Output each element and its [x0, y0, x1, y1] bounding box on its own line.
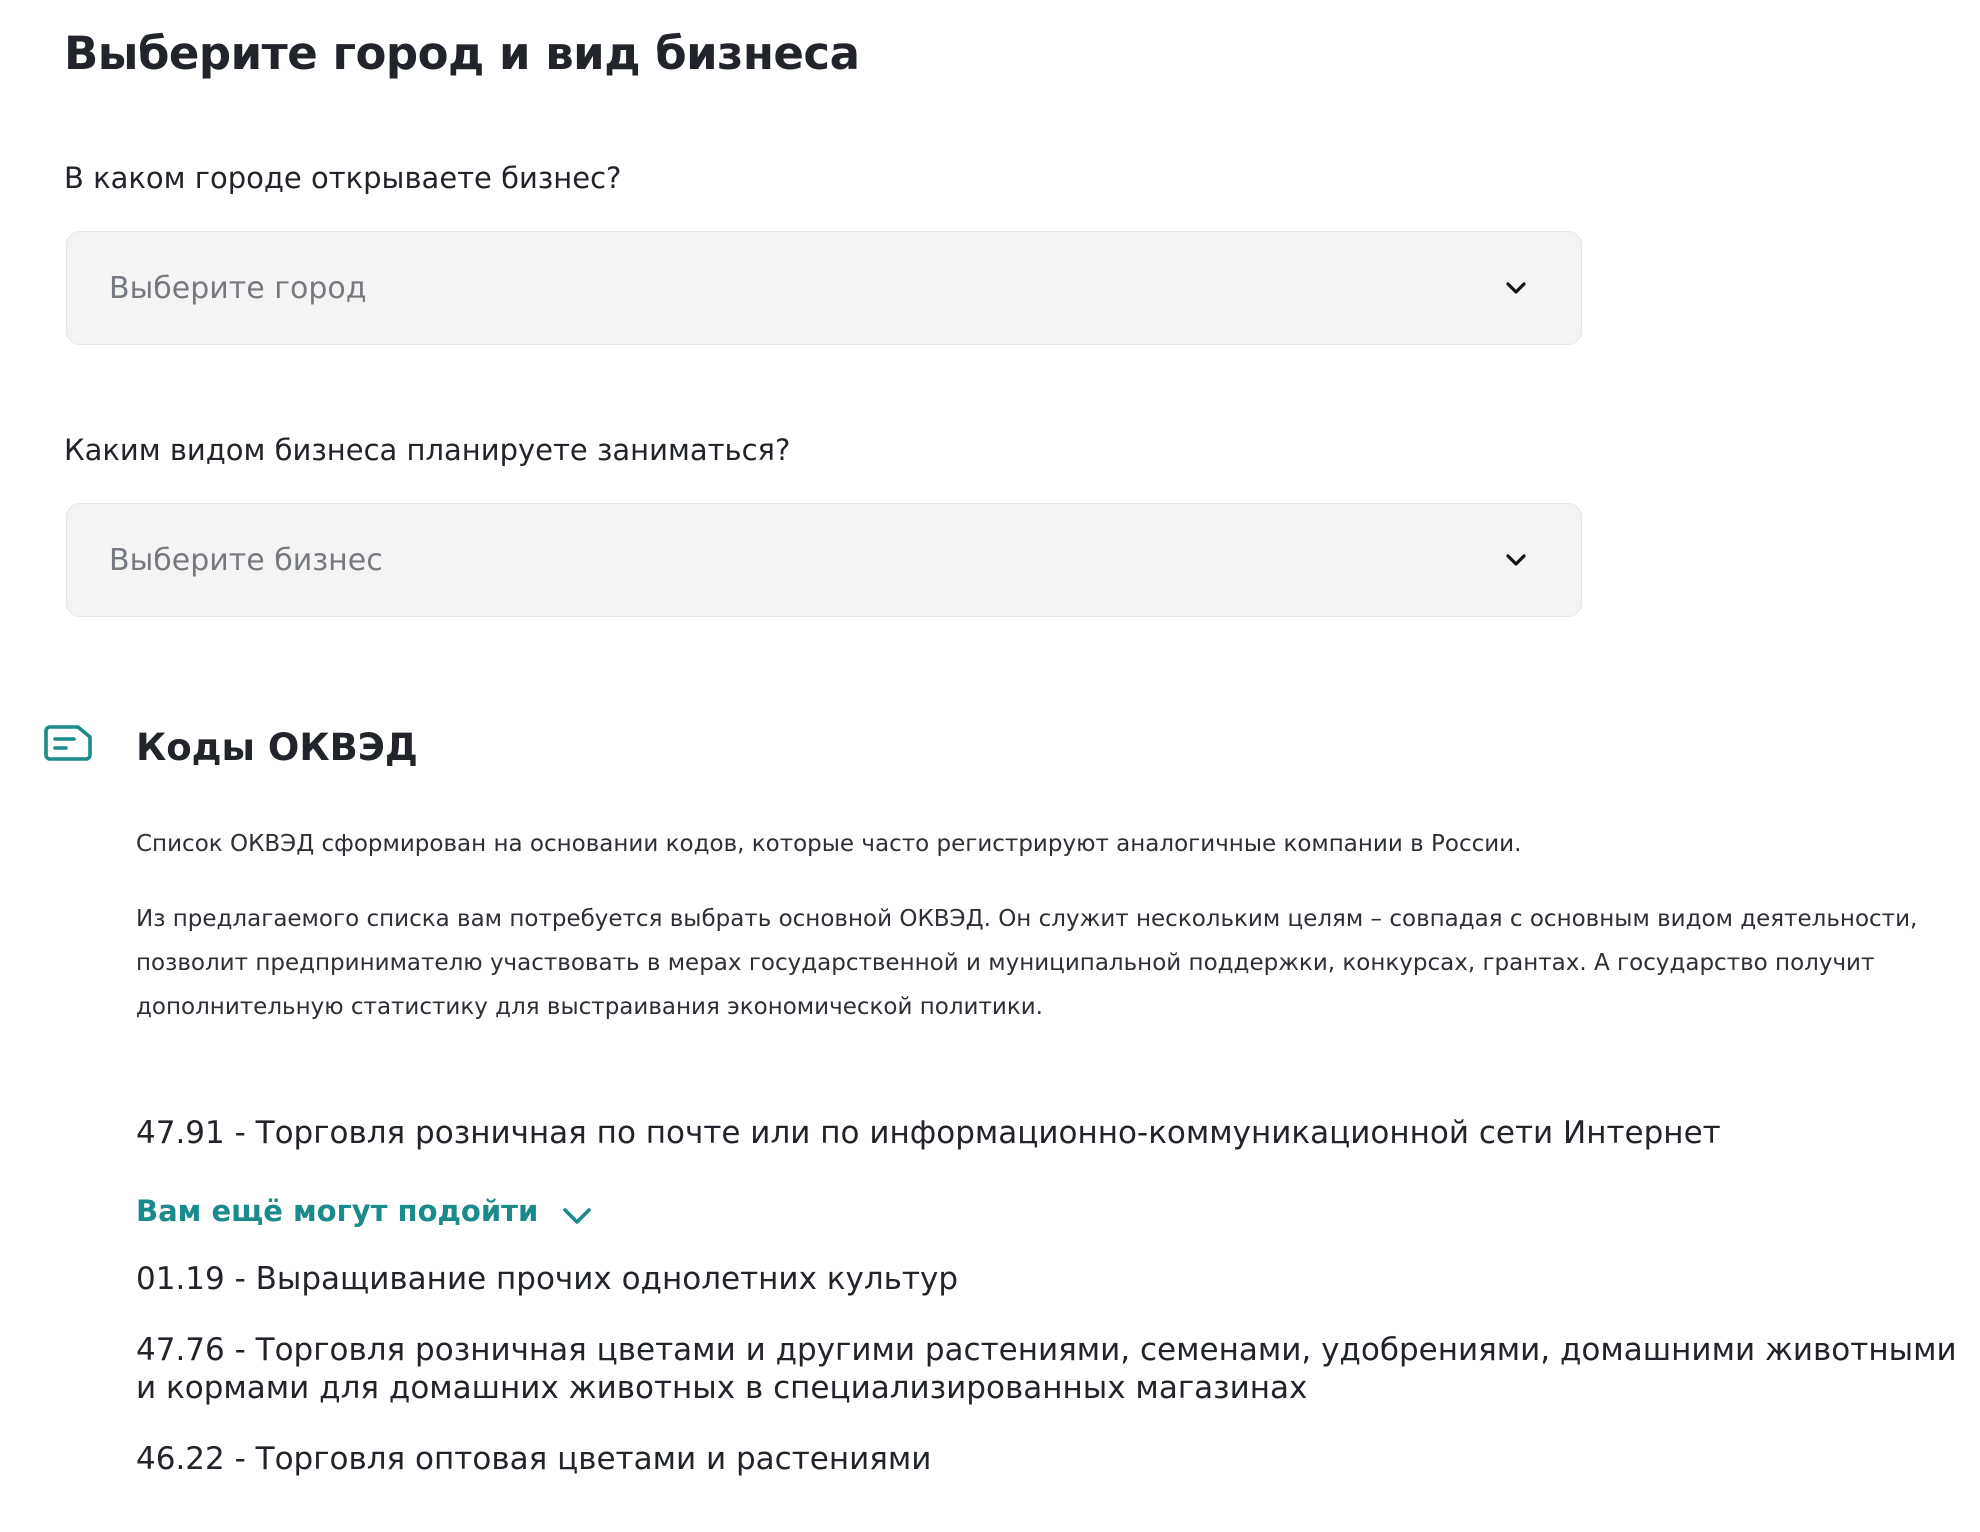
okved-code-item: 01.19 - Выращивание прочих однолетних культур — [136, 1261, 959, 1297]
card-icon — [44, 724, 94, 762]
okved-description-text: Из предлагаемого списка вам потребуется выбрать основной ОКВЭД. Он служит нескольким целям – совпадая с основным видом деятельности, позволит предпринимателю участвовать в мерах государственной и муниципальной поддержки, конкурсах, грантах. А государство получит дополнительную статистику для выстраивания экономической политики. — [136, 906, 1918, 1020]
city-select-placeholder: Выберите город — [109, 271, 367, 306]
okved-section-title: Коды ОКВЭД — [136, 726, 418, 769]
city-field-label: В каком городе открываете бизнес? — [64, 161, 622, 195]
business-select[interactable] — [66, 503, 1582, 617]
more-codes-toggle[interactable] — [136, 1190, 592, 1232]
okved-main-code: 47.91 - Торговля розничная по почте или по информационно-коммуникационной сети Интернет — [136, 1115, 1721, 1151]
more-codes-label: Вам ещё могут подойти — [136, 1194, 539, 1228]
city-select[interactable] — [66, 231, 1582, 345]
okved-code-item: 47.76 - Торговля розничная цветами и другими растениями, семенами, удобрениями, домашними животными и кормами для домашних животных в специализированных магазинах — [136, 1332, 1957, 1406]
chevron-down-icon — [562, 1206, 592, 1226]
business-field-label: Каким видом бизнеса планируете заниматься? — [64, 433, 791, 467]
okved-code-item: 46.22 - Торговля оптовая цветами и растениями — [136, 1441, 932, 1477]
okved-intro-text: Список ОКВЭД сформирован на основании кодов, которые часто регистрируют аналогичные компании в России. — [136, 831, 1522, 857]
chevron-down-icon — [1505, 280, 1527, 296]
page-title: Выберите город и вид бизнеса — [64, 27, 860, 80]
chevron-down-icon — [1505, 552, 1527, 568]
business-select-placeholder: Выберите бизнес — [109, 543, 383, 578]
